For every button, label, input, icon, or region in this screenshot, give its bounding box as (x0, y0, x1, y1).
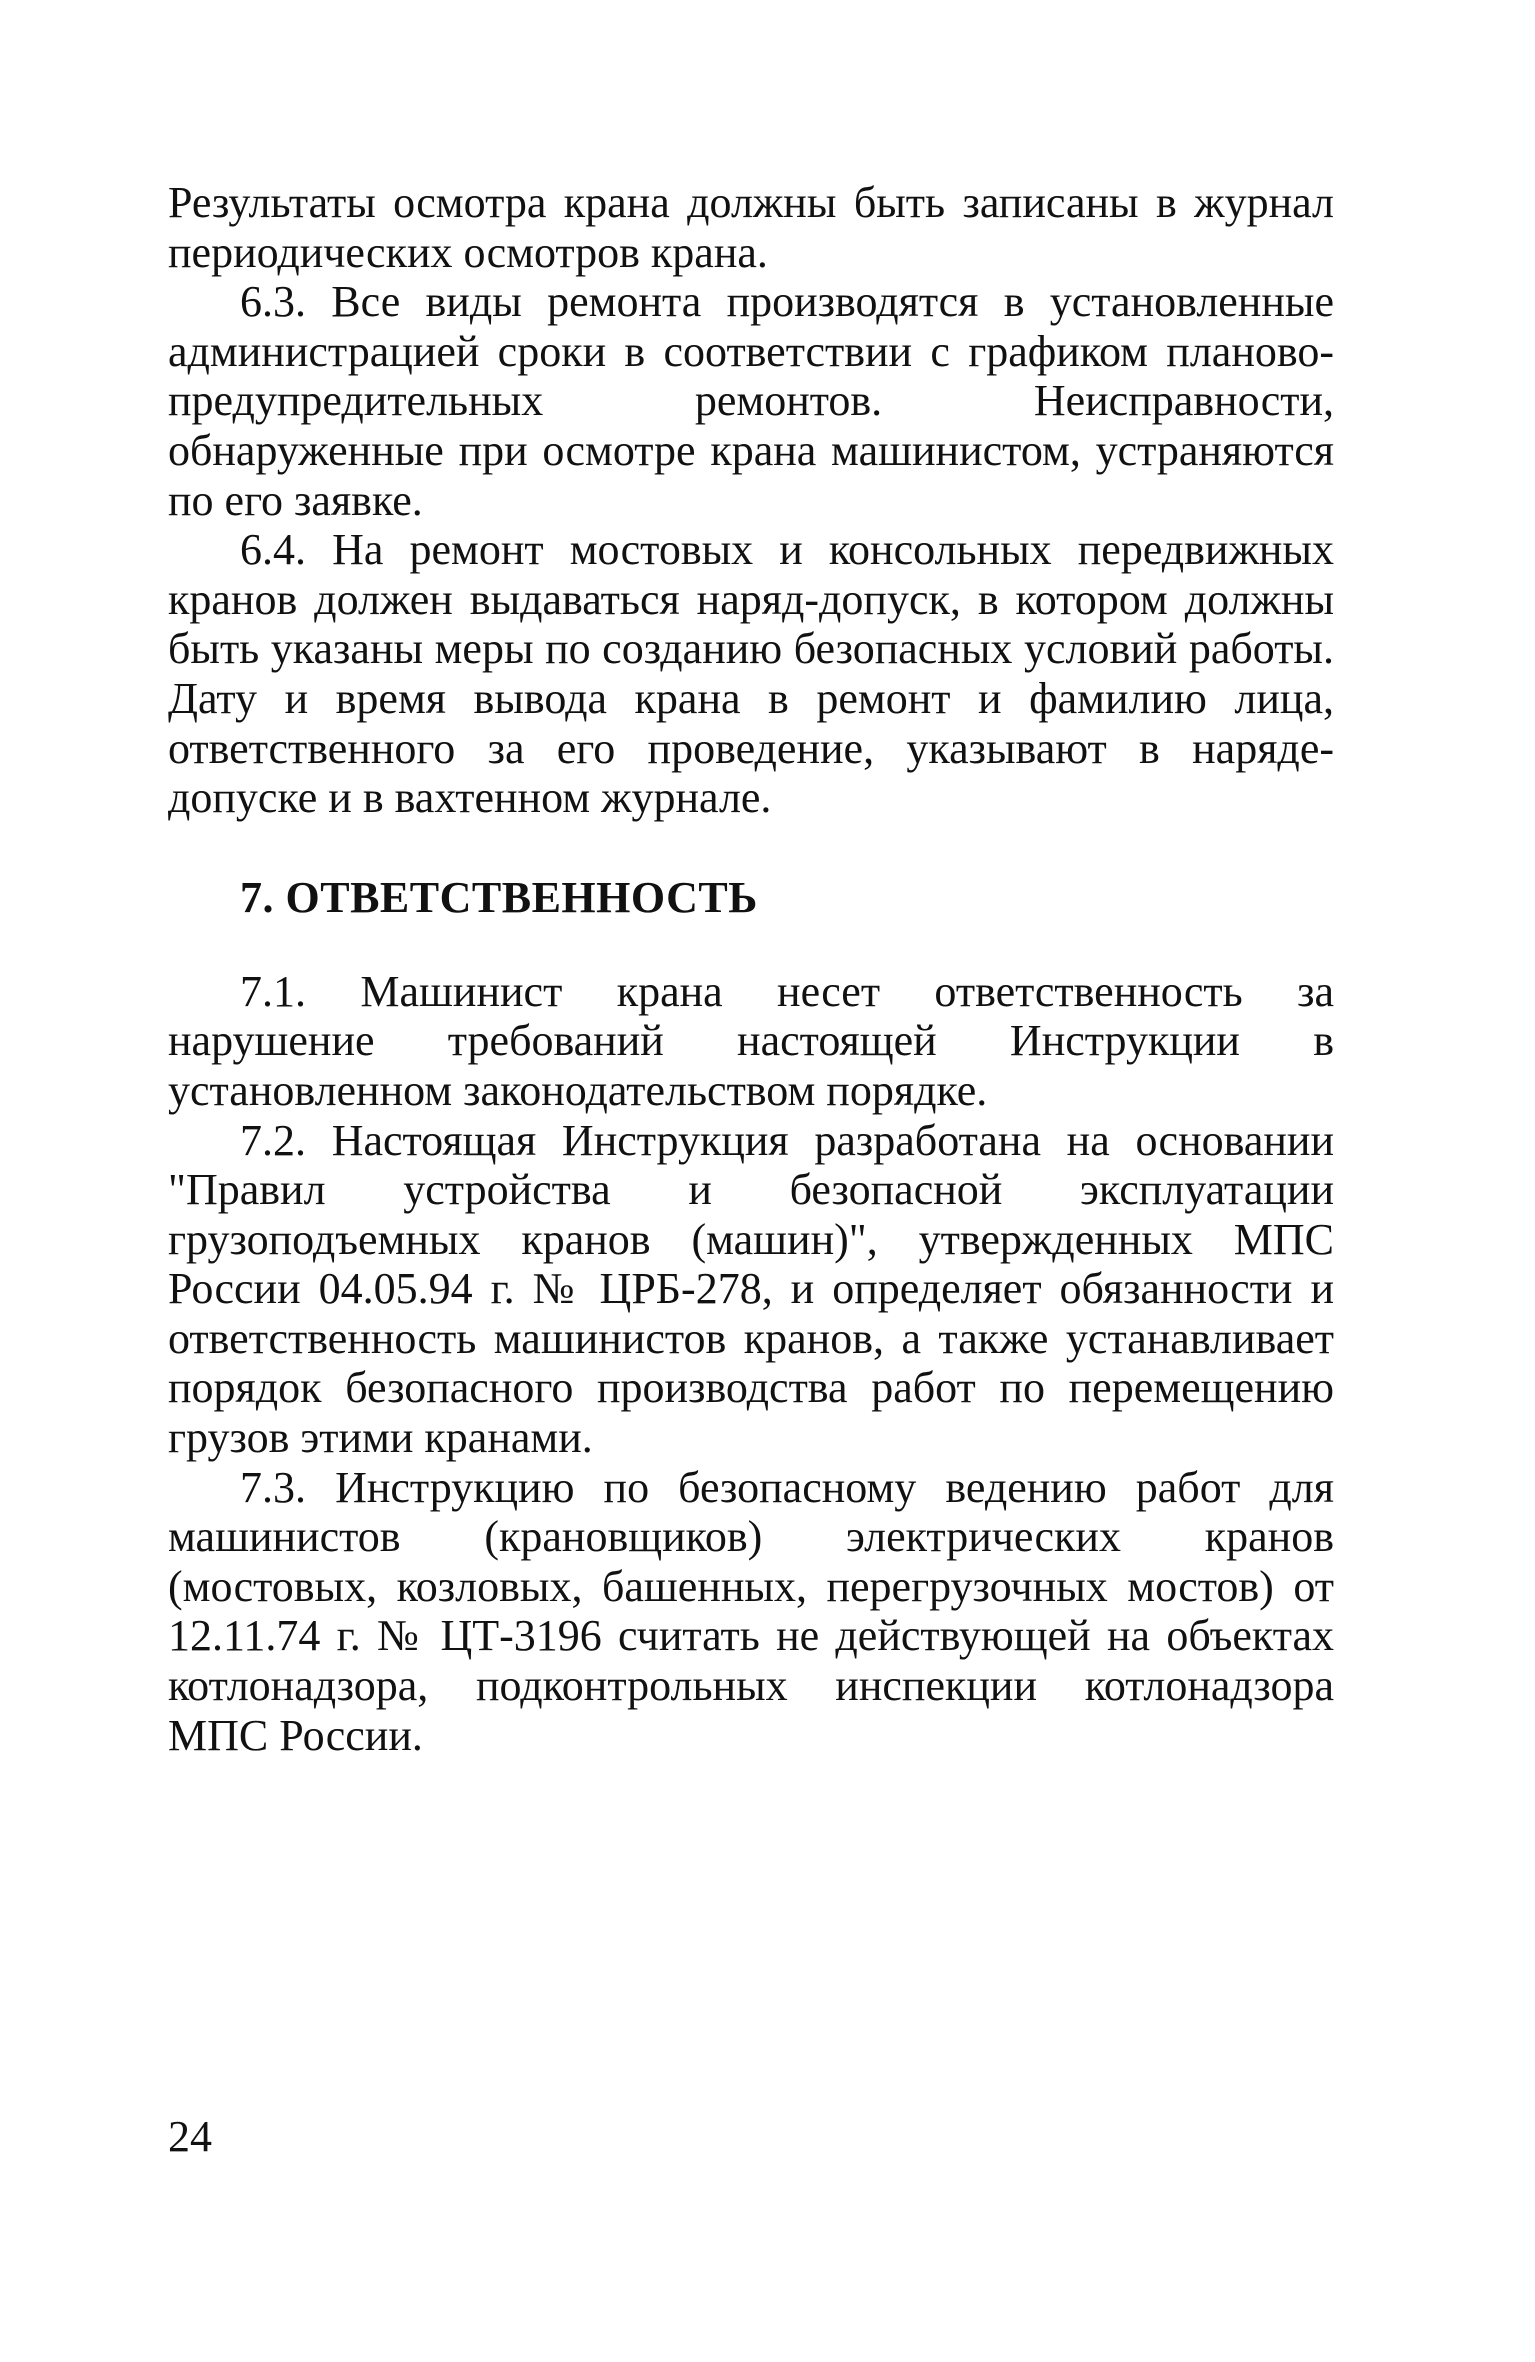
paragraph-6-4: 6.4. На ремонт мостовых и консольных передвижных кранов должен выдаваться наряд-допуск, в котором должны быть указаны меры по созданию безопасных условий работы. Дату и время вывода крана в ремонт и фамилию лица, ответственного за его проведение, указывают в наряде-допуске и в вахтенном журнале. (168, 525, 1334, 823)
paragraph-6-3: 6.3. Все виды ремонта производятся в установленные администрацией сроки в соответствии с графиком планово-предупредительных ремонтов. Неисправности, обнаруженные при осмотре крана машинистом, устраняются по его заявке. (168, 277, 1334, 525)
paragraph-7-3: 7.3. Инструкцию по безопасному ведению работ для машинистов (крановщиков) электрических кранов (мостовых, козловых, башенных, перегрузочных мостов) от 12.11.74 г. № ЦТ-3196 считать не действующей на объектах котлонадзора, подконтрольных инспекции котлонадзора МПС России. (168, 1462, 1334, 1760)
paragraph-7-1: 7.1. Машинист крана несет ответственность за нарушение требований настоящей Инструкции в установленном законодательством порядке. (168, 966, 1334, 1115)
page-number: 24 (168, 2112, 212, 2161)
paragraph-results: Результаты осмотра крана должны быть записаны в журнал периодических осмотров крана. (168, 178, 1334, 277)
paragraph-7-2: 7.2. Настоящая Инструкция разработана на основании "Правил устройства и безопасной эксплуатации грузоподъемных кранов (машин)", утвержденных МПС России 04.05.94 г. № ЦРБ-278, и определяет обязанности и ответственность машинистов кранов, а также устанавливает порядок безопасного производства работ по перемещению грузов этими кранами. (168, 1115, 1334, 1463)
section-heading: 7. ОТВЕТСТВЕННОСТЬ (240, 872, 758, 922)
document-page (168, 178, 1334, 1760)
